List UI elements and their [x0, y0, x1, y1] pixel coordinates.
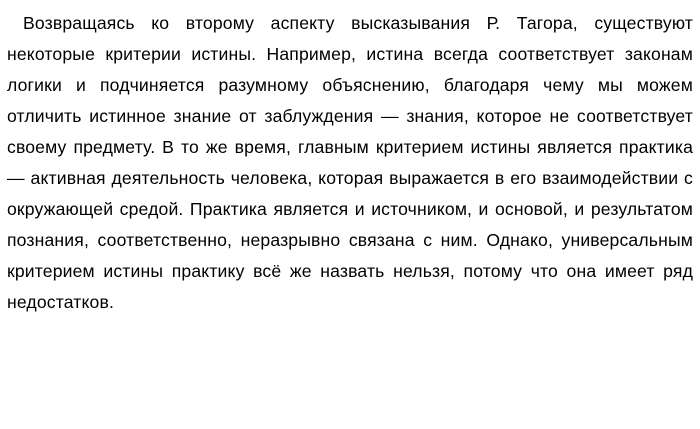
document-page: [7, 8, 693, 318]
body-paragraph: Возвращаясь ко второму аспекту высказывания Р. Тагора, существуют некоторые критерии истины. Например, истина всегда соответствует законам логики и подчиняется разумному объяснению, благодаря чему мы можем отличить истинное знание от заблуждения — знания, которое не соответствует своему предмету. В то же время, главным критерием истины является практика — активная деятельность человека, которая выражается в его взаимодействии с окружающей средой. Практика является и источником, и основой, и результатом познания, соответственно, неразрывно связана с ним. Однако, универсальным критерием истины практику всё же назвать нельзя, потому что она имеет ряд недостатков.: [7, 13, 693, 312]
